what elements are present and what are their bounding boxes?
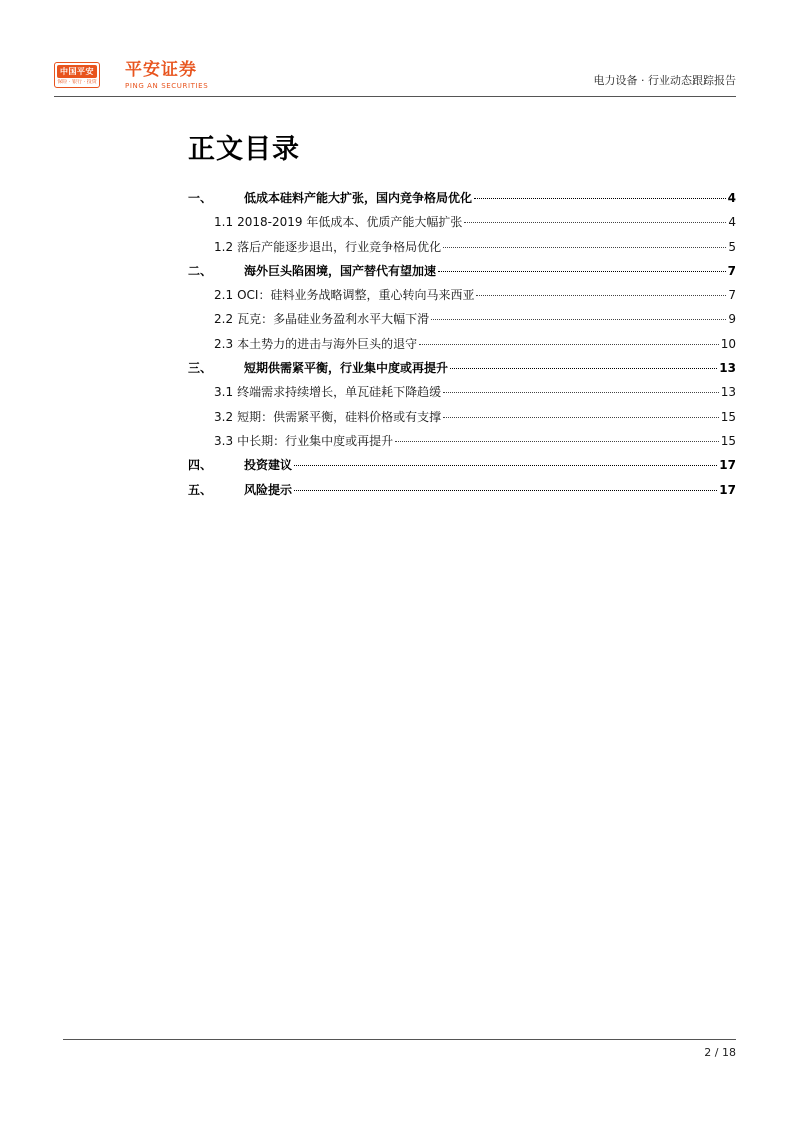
- toc-entry-title: 落后产能逐步退出，行业竞争格局优化: [237, 239, 442, 254]
- company-logo-name-en: PING AN SECURITIES: [125, 82, 209, 90]
- toc-entry-page: 15: [720, 433, 736, 448]
- toc-entry-title: 短期供需紧平衡，行业集中度或再提升: [244, 361, 449, 376]
- toc-entry-number: 3.3: [214, 433, 234, 448]
- pingan-group-logo-icon: [54, 62, 100, 88]
- toc-entry-title: 投资建议: [244, 458, 293, 473]
- toc-dot-leader: [438, 271, 726, 272]
- toc-entry-page: 13: [719, 361, 736, 376]
- toc-entry-page: 10: [720, 336, 736, 351]
- logo-badge-top-text: 中国平安: [57, 65, 97, 78]
- toc-section-entry[interactable]: [188, 237, 736, 261]
- toc-entry-page: 4: [727, 191, 736, 205]
- toc-entry-number: 三、: [188, 361, 213, 376]
- logo-badge-bottom-text: 保险 · 银行 · 投资: [57, 79, 97, 85]
- toc-entry-page: 5: [728, 239, 736, 254]
- toc-entry-title: 本土势力的进击与海外巨头的退守: [237, 336, 418, 351]
- toc-entry-number: 四、: [188, 458, 213, 473]
- toc-entry-title: 短期：供需紧平衡，硅料价格或有支撑: [237, 409, 442, 424]
- toc-section-entry[interactable]: [188, 212, 736, 236]
- toc-dot-leader: [474, 198, 726, 199]
- toc-entry-number: 一、: [188, 191, 213, 205]
- toc-section-entry[interactable]: [188, 334, 736, 358]
- toc-entry-number: 五、: [188, 482, 213, 497]
- toc-dot-leader: [443, 417, 719, 418]
- toc-section-entry[interactable]: [188, 382, 736, 406]
- toc-section-entry[interactable]: [188, 407, 736, 431]
- table-of-contents: [188, 188, 736, 504]
- toc-dot-leader: [443, 392, 719, 393]
- toc-entry-title: 终端需求持续增长，单瓦硅耗下降趋缓: [237, 385, 442, 400]
- toc-dot-leader: [464, 222, 726, 223]
- toc-entry-page: 7: [727, 263, 736, 278]
- toc-entry-page: 4: [728, 215, 736, 230]
- toc-entry-page: 17: [719, 458, 736, 473]
- toc-entry-number: 2.2: [214, 312, 234, 327]
- toc-entry-number: 1.2: [214, 239, 234, 254]
- company-logo-name: 平安证券: [125, 60, 197, 80]
- toc-entry-title: 2018-2019 年低成本、优质产能大幅扩张: [237, 215, 463, 230]
- page-number: 2 / 18: [704, 1046, 736, 1059]
- toc-entry-number: 2.1: [214, 288, 234, 303]
- toc-dot-leader: [476, 295, 726, 296]
- toc-entry-number: 3.2: [214, 409, 234, 424]
- toc-chapter-entry[interactable]: [188, 261, 736, 285]
- page-header: [54, 58, 736, 98]
- toc-entry-number: 1.1: [214, 215, 234, 230]
- toc-dot-leader: [294, 490, 717, 491]
- toc-entry-title: 海外巨头陷困境，国产替代有望加速: [244, 263, 437, 278]
- toc-dot-leader: [294, 465, 717, 466]
- toc-dot-leader: [419, 344, 719, 345]
- toc-entry-title: 中长期：行业集中度或再提升: [237, 433, 394, 448]
- toc-entry-number: 2.3: [214, 336, 234, 351]
- toc-entry-title: 低成本硅料产能大扩张，国内竞争格局优化: [244, 191, 473, 205]
- toc-section-entry[interactable]: [188, 285, 736, 309]
- toc-dot-leader: [450, 368, 717, 369]
- toc-dot-leader: [431, 319, 726, 320]
- toc-chapter-entry[interactable]: [188, 455, 736, 479]
- toc-entry-page: 13: [720, 385, 736, 400]
- report-category: 电力设备 · 行业动态跟踪报告: [593, 74, 736, 87]
- toc-entry-number: 3.1: [214, 385, 234, 400]
- toc-entry-page: 17: [719, 482, 736, 497]
- toc-section-entry[interactable]: [188, 309, 736, 333]
- toc-entry-title: 瓦克：多晶硅业务盈利水平大幅下滑: [237, 312, 430, 327]
- toc-entry-title: OCI：硅料业务战略调整，重心转向马来西亚: [237, 288, 475, 303]
- toc-entry-page: 7: [728, 288, 736, 303]
- footer-divider: [63, 1039, 736, 1040]
- header-divider: [54, 96, 736, 97]
- toc-dot-leader: [443, 247, 726, 248]
- toc-entry-number: 二、: [188, 263, 213, 278]
- toc-entry-title: 风险提示: [244, 482, 293, 497]
- toc-entry-page: 9: [728, 312, 736, 327]
- toc-entry-page: 15: [720, 409, 736, 424]
- toc-chapter-entry[interactable]: [188, 188, 736, 212]
- toc-chapter-entry[interactable]: [188, 480, 736, 504]
- toc-chapter-entry[interactable]: [188, 358, 736, 382]
- toc-title: 正文目录: [188, 134, 300, 165]
- toc-dot-leader: [395, 441, 719, 442]
- toc-section-entry[interactable]: [188, 431, 736, 455]
